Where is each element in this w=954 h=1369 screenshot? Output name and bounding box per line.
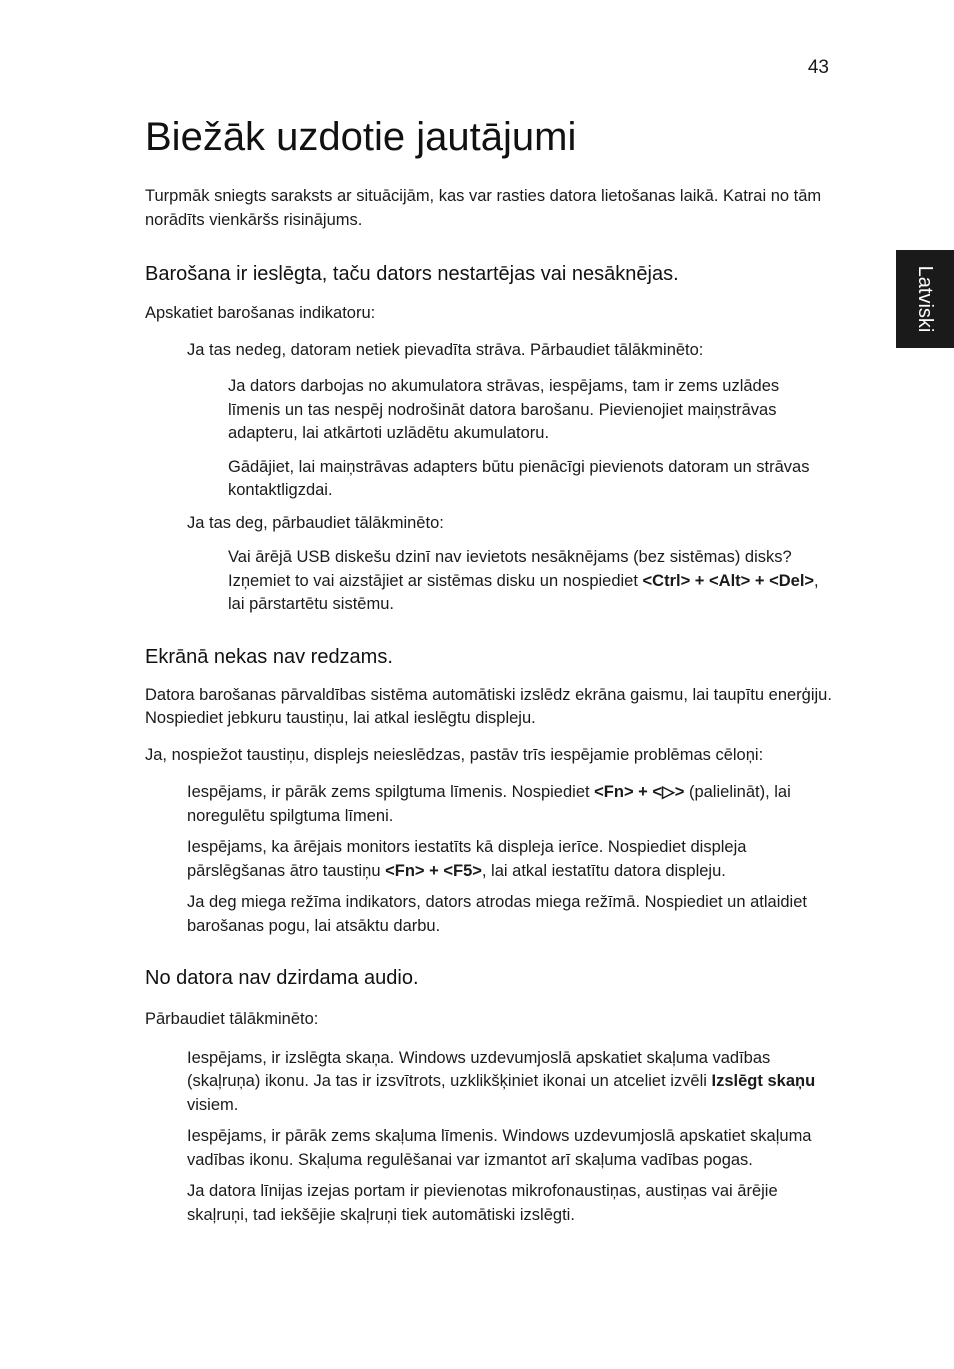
text-run: Vai ārējā USB diskešu dzinī nav ievietots nesāknējams (bez sistēmas) disks? Izņemiet to vai aizstājiet ar sistēmas disku un nospiediet bbox=[228, 548, 792, 590]
paragraph: Ja deg miega režīma indikators, dators atrodas miega režīmā. Nospiediet un atlaidiet barošanas pogu, lai atsāktu darbu. bbox=[187, 893, 807, 935]
key-combo: <Fn> + <▷> bbox=[594, 783, 685, 801]
page-title: Biežāk uzdotie jautājumi bbox=[145, 115, 577, 159]
paragraph: Ja tas nedeg, datoram netiek pievadīta strāva. Pārbaudiet tālākminēto: bbox=[187, 340, 704, 359]
paragraph: Iespējams, ir pārāk zems skaļuma līmenis. Windows uzdevumjoslā apskatiet skaļuma vadības ikonu. Skaļuma regulēšanai var izmantot arī skaļuma vadības pogas. bbox=[187, 1127, 812, 1169]
paragraph bbox=[145, 546, 833, 617]
key-combo: <Fn> + <F5> bbox=[385, 861, 482, 880]
text-run: visiem. bbox=[187, 1095, 239, 1114]
paragraph: Ja tas deg, pārbaudiet tālākminēto: bbox=[187, 513, 444, 532]
section-heading-power: Barošana ir ieslēgta, taču dators nestartējas vai nesāknējas. bbox=[145, 263, 679, 285]
key-combo: <Ctrl> + <Alt> + <Del> bbox=[642, 571, 815, 590]
paragraph: Datora barošanas pārvaldības sistēma automātiski izslēdz ekrāna gaismu, lai taupītu enerģiju. Nospiediet jebkuru taustiņu, lai atkal ieslēgtu displeju. bbox=[145, 685, 832, 727]
paragraph: Gādājiet, lai maiņstrāvas adapters būtu pienācīgi pievienots datoram un strāvas kontaktligzdai. bbox=[228, 457, 810, 499]
paragraph: Ja, nospiežot taustiņu, displejs neieslēdzas, pastāv trīs iespējamie problēmas cēloņi: bbox=[145, 745, 764, 764]
language-tab bbox=[896, 250, 954, 348]
text-run: (palielināt), lai noregulētu spilgtuma līmeni. bbox=[187, 783, 791, 825]
paragraph bbox=[145, 781, 833, 828]
paragraph bbox=[145, 1047, 833, 1118]
intro-paragraph: Turpmāk sniegts saraksts ar situācijām, kas var rasties datora lietošanas laikā. Katrai no tām norādīts vienkāršs risinājums. bbox=[145, 187, 822, 229]
paragraph: Pārbaudiet tālākminēto: bbox=[145, 1010, 319, 1028]
bold-term: Izslēgt skaņu bbox=[711, 1072, 816, 1090]
paragraph: Ja dators darbojas no akumulatora strāvas, iespējams, tam ir zems uzlādes līmenis un tas nespēj nodrošināt datora barošanu. Pievienojiet maiņstrāvas adapteru, lai atkārtoti uzlādētu akumulatoru. bbox=[228, 377, 780, 442]
paragraph: Ja datora līnijas izejas portam ir pievienotas mikrofonaustiņas, austiņas vai ārējie skaļruņi, tad iekšējie skaļruņi tiek automātiski izslēgti. bbox=[187, 1182, 778, 1224]
page-number: 43 bbox=[807, 57, 829, 78]
paragraph: Apskatiet barošanas indikatoru: bbox=[145, 304, 376, 322]
paragraph bbox=[145, 836, 833, 883]
text-run: Iespējams, ir pārāk zems spilgtuma līmenis. Nospiediet bbox=[187, 783, 595, 801]
text-run: Iespējams, ka ārējais monitors iestatīts kā displeja ierīce. Nospiediet displeja pārslēgšanas ātro taustiņu bbox=[187, 838, 747, 880]
document-body bbox=[145, 112, 833, 1227]
text-run: , lai atkal iestatītu datora displeju. bbox=[481, 861, 726, 880]
section-heading-display: Ekrānā nekas nav redzams. bbox=[145, 645, 393, 668]
section-heading-audio: No datora nav dzirdama audio. bbox=[145, 967, 419, 989]
text-run: , lai pārstartētu sistēmu. bbox=[228, 571, 819, 613]
language-tab-label: Latviski bbox=[914, 265, 936, 333]
text-run: Iespējams, ir izslēgta skaņa. Windows uzdevumjoslā apskatiet skaļuma vadības (skaļruņa) ikonu. Ja tas ir izsvītrots, uzklikšķiniet ikonai un atceliet izvēli bbox=[187, 1048, 771, 1090]
